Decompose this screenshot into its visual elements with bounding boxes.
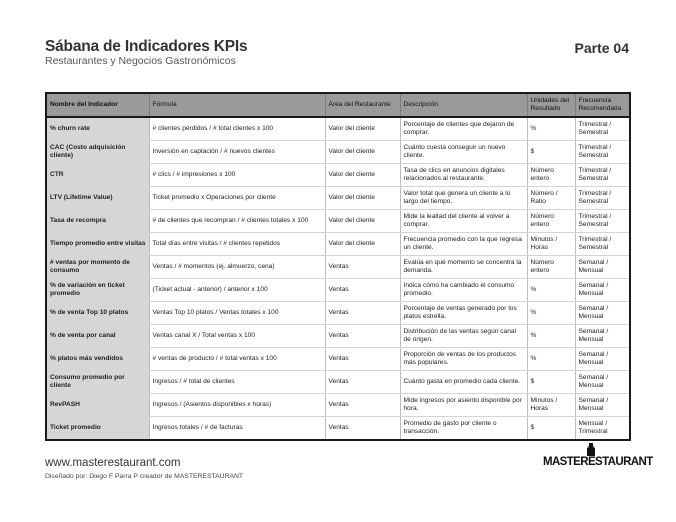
frequency-cell: Semanal / Mensual [575, 302, 629, 325]
indicator-name-cell: % churn rate [47, 117, 149, 141]
description-cell: Cuánto gasta en promedio cada cliente. [400, 371, 527, 394]
description-cell: Tasa de clics en anuncios digitales relacionados al restaurante. [400, 164, 527, 187]
description-cell: Cuánto cuesta conseguir un nuevo cliente. [400, 141, 527, 164]
table-row [47, 233, 629, 256]
frequency-cell: Semanal / Mensual [575, 394, 629, 417]
description-cell: Valor total que genera un cliente a lo largo del tiempo. [400, 187, 527, 210]
frequency-cell: Semanal / Mensual [575, 348, 629, 371]
brand-logo [543, 443, 653, 473]
indicator-name-cell: % de variación en ticket promedio [47, 279, 149, 302]
indicator-name-cell: Ticket promedio [47, 417, 149, 440]
formula-cell: # de clientes que recompran / # clientes totales x 100 [149, 210, 325, 233]
table-row [47, 210, 629, 233]
units-cell: $ [527, 141, 575, 164]
description-cell: Mide la lealtad del cliente al volver a comprar. [400, 210, 527, 233]
area-cell: Valor del cliente [325, 187, 400, 210]
indicator-name-cell: % de venta Top 10 platos [47, 302, 149, 325]
formula-cell: # ventas de producto / # total ventas x 100 [149, 348, 325, 371]
formula-cell: # clics / # impresiones x 100 [149, 164, 325, 187]
formula-cell: # clientes perdidos / # total clientes x 100 [149, 117, 325, 141]
units-cell: Número entero [527, 256, 575, 279]
units-cell: Número / Ratio [527, 187, 575, 210]
units-cell: $ [527, 371, 575, 394]
area-cell: Ventas [325, 371, 400, 394]
page-subtitle: Restaurantes y Negocios Gastronómicos [45, 55, 236, 67]
formula-cell: (Ticket actual - anterior) / anterior x 100 [149, 279, 325, 302]
units-cell: % [527, 302, 575, 325]
units-cell: % [527, 117, 575, 141]
description-cell: Indica cómo ha cambiado el consumo promedio. [400, 279, 527, 302]
column-header: Fórmula [149, 94, 325, 117]
area-cell: Ventas [325, 302, 400, 325]
indicator-name-cell: Tiempo promedio entre visitas [47, 233, 149, 256]
formula-cell: Ventas canal X / Total ventas x 100 [149, 325, 325, 348]
units-cell: % [527, 279, 575, 302]
indicator-name-cell: RevPASH [47, 394, 149, 417]
formula-cell: Ingresos / (Asientos disponibles x horas) [149, 394, 325, 417]
column-header: Área del Restaurante [325, 94, 400, 117]
table-row [47, 325, 629, 348]
area-cell: Valor del cliente [325, 141, 400, 164]
area-cell: Valor del cliente [325, 210, 400, 233]
description-cell: Mide ingresos por asiento disponible por hora. [400, 394, 527, 417]
column-header: Unidades del Resultado [527, 94, 575, 117]
table-header-row [47, 94, 629, 117]
table-row [47, 348, 629, 371]
description-cell: Proporción de ventas de los productos más populares. [400, 348, 527, 371]
table-body [47, 117, 629, 439]
indicator-name-cell: Consumo promedio por cliente [47, 371, 149, 394]
website-url[interactable]: www.masterestaurant.com [45, 457, 181, 469]
column-header: Frecuencia Recomendada [575, 94, 629, 117]
table-row [47, 394, 629, 417]
logo-text: MASTERESTAURANT [543, 456, 653, 468]
frequency-cell: Trimestral / Semestral [575, 210, 629, 233]
frequency-cell: Trimestral / Semestral [575, 117, 629, 141]
table-row [47, 256, 629, 279]
indicator-name-cell: Tasa de recompra [47, 210, 149, 233]
table-row [47, 117, 629, 141]
chef-hat-icon [586, 443, 596, 456]
indicator-name-cell: CTR [47, 164, 149, 187]
indicator-name-cell: % de venta por canal [47, 325, 149, 348]
indicator-name-cell: # ventas por momento de consumo [47, 256, 149, 279]
formula-cell: Total días entre visitas / # clientes repetidos [149, 233, 325, 256]
area-cell: Ventas [325, 325, 400, 348]
frequency-cell: Trimestral / Semestral [575, 187, 629, 210]
units-cell: $ [527, 417, 575, 440]
table-row [47, 164, 629, 187]
units-cell: Número entero [527, 164, 575, 187]
designer-credit: Diseñado por: Diego F Parra P creador de MASTERESTAURANT [45, 473, 244, 480]
kpi-table [47, 94, 629, 439]
units-cell: % [527, 325, 575, 348]
description-cell: Evalúa en qué momento se concentra la demanda. [400, 256, 527, 279]
area-cell: Ventas [325, 348, 400, 371]
units-cell: Número entero [527, 210, 575, 233]
table-row [47, 187, 629, 210]
frequency-cell: Mensual / Trimestral [575, 417, 629, 440]
page-title: Sábana de Indicadores KPIs [45, 38, 248, 55]
formula-cell: Ventas Top 10 platos / Ventas totales x 100 [149, 302, 325, 325]
area-cell: Ventas [325, 417, 400, 440]
formula-cell: Ingresos totales / # de facturas [149, 417, 325, 440]
table-row [47, 371, 629, 394]
description-cell: Distribución de las ventas según canal de origen. [400, 325, 527, 348]
indicator-name-cell: % platos más vendidos [47, 348, 149, 371]
table-row [47, 417, 629, 440]
column-header: Descripción [400, 94, 527, 117]
area-cell: Valor del cliente [325, 164, 400, 187]
area-cell: Ventas [325, 279, 400, 302]
units-cell: Minutos / Horas [527, 394, 575, 417]
description-cell: Porcentaje de clientes que dejaron de comprar. [400, 117, 527, 141]
column-header: Nombre del Indicador [47, 94, 149, 117]
table-row [47, 141, 629, 164]
formula-cell: Ventas / # momentos (ej. almuerzo, cena) [149, 256, 325, 279]
area-cell: Valor del cliente [325, 233, 400, 256]
formula-cell: Inversión en captación / # nuevos clientes [149, 141, 325, 164]
area-cell: Valor del cliente [325, 117, 400, 141]
part-label: Parte 04 [574, 40, 629, 56]
units-cell: Minutos / Horas [527, 233, 575, 256]
kpi-table-container [45, 92, 631, 441]
frequency-cell: Semanal / Mensual [575, 371, 629, 394]
frequency-cell: Trimestral / Semestral [575, 164, 629, 187]
table-row [47, 279, 629, 302]
indicator-name-cell: LTV (Lifetime Value) [47, 187, 149, 210]
area-cell: Ventas [325, 256, 400, 279]
frequency-cell: Trimestral / Semestral [575, 233, 629, 256]
description-cell: Porcentaje de ventas generado por los platos estrella. [400, 302, 527, 325]
formula-cell: Ingresos / # total de clientes [149, 371, 325, 394]
frequency-cell: Semanal / Mensual [575, 279, 629, 302]
description-cell: Frecuencia promedio con la que regresa un cliente. [400, 233, 527, 256]
area-cell: Ventas [325, 394, 400, 417]
formula-cell: Ticket promedio x Operaciones por cliente [149, 187, 325, 210]
frequency-cell: Semanal / Mensual [575, 256, 629, 279]
indicator-name-cell: CAC (Costo adquisición cliente) [47, 141, 149, 164]
frequency-cell: Semanal / Mensual [575, 325, 629, 348]
description-cell: Promedio de gasto por cliente o transacción. [400, 417, 527, 440]
units-cell: % [527, 348, 575, 371]
frequency-cell: Trimestral / Semestral [575, 141, 629, 164]
table-row [47, 302, 629, 325]
